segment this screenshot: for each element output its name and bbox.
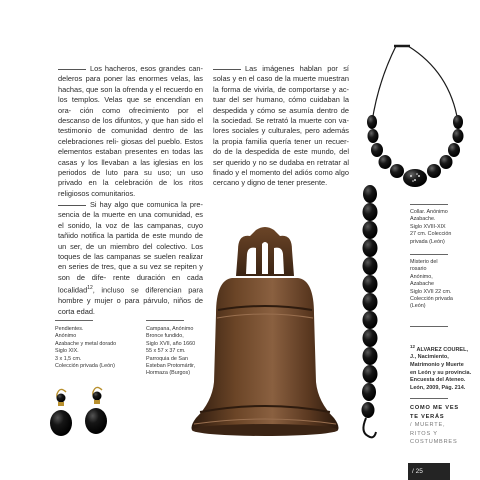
earrings-image <box>44 384 124 446</box>
footnote-ref[interactable]: 12 <box>87 285 93 292</box>
caption-rule <box>410 204 448 205</box>
caption-bell: Campana, Anónimo Bronce fundido, Siglo XVII, año 1660 55 x 57 x 37 cm. Parroquia de San Esteban Protomártir, Hormaza (Burgos) <box>146 326 196 377</box>
caption-rosary: Misterio del rosario Anónimo, Azabache Siglo XVII 22 cm. Colección privada (León) <box>410 259 453 310</box>
necklace-image <box>360 42 472 192</box>
body-text-col2-para1: Las imágenes hablan por sí solas y en el caso de la muerte muestran la forma de vivirla, de comportarse y ac- tuar del ser humano, cómo cuidaban la despedida y cómo se asumía dentro de la sociedad. Se retrató la muerte con va- lores sociales y culturales, pero además la propia familia quería tener un recuer- do de la despedida de este mundo, del ser querido y no se dudaba en retratar al finado y el momento del adiós como algo cercano y digno de tener presente. <box>213 64 349 188</box>
caption-rule <box>410 254 448 255</box>
page-number: / 25 <box>408 463 450 480</box>
lead-rule <box>58 205 86 206</box>
caption-rule <box>410 398 448 399</box>
caption-rule <box>410 326 448 327</box>
lead-rule <box>213 69 241 70</box>
rosary-image <box>354 184 388 446</box>
footnote-number: 12 <box>410 344 416 349</box>
caption-rule <box>55 320 93 321</box>
caption-rule <box>146 320 184 321</box>
section-title: COMO ME VES TE VERÁS / MUERTE, RITOS Y COSTUMBRES <box>410 405 459 445</box>
body-text-col1-para2: Si hay algo que comunica la pre- sencia de la muerte en una comunidad, es el sonido, la voz de las campanas, cuyo tañido notifica la partida de este mundo de un ser, de un miembro del colectivo. Los toques de las campanas se suelen realizar en series de tres, que a su vez se repiten y son de dife- rente duración en cada localidad$^{12}$, incluso se diferencian para hombre y mujer o para párvulo, niños de corta edad. <box>58 200 204 316</box>
body-text-col1-para1: Los hacheros, esos grandes can- deleros para poner las enormes velas, las hachas, que son la ofrenda y el recuerdo en los templos. Velas que se encendían en ora- ción como ofrecimiento por el descanso de los difuntos, y que han sido el testimonio de comunidad dentro de las celebraciones reli- giosas del pueblo. Estos elementos estaban presentes en todas las casas y los llevaban a las iglesias en los periodos de luto para su uso; un uso privado en la celebración de los ritos religiosos comunitarios. <box>58 64 204 198</box>
caption-earrings: Pendientes. Anónimo Azabache y metal dorado Siglo XIX. 3 x 1,5 cm. Colección privada (León) <box>55 326 117 370</box>
footnote: $^{12}$ ALVAREZ COUREL, J., Nacimiento, Matrimonio y Muerte en León y su provincia. Encuesta del Ateneo. León, 2009, Pág. 214. <box>410 344 472 391</box>
caption-necklace: Collar. Anónimo Azabache. Siglo XVIII-XIX 27 cm. Colección privada (León) <box>410 209 452 245</box>
bell-image <box>186 222 344 444</box>
lead-rule <box>58 69 86 70</box>
